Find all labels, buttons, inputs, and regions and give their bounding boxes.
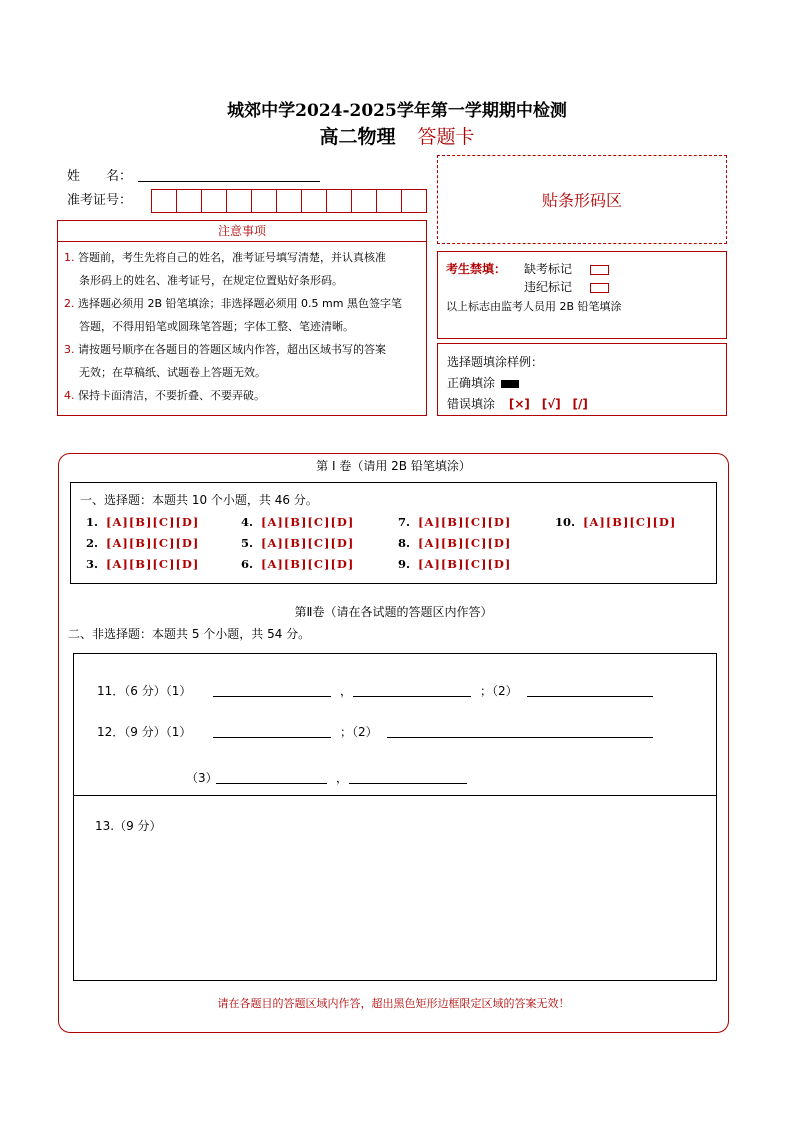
absent-mark: 缺考标记 — [524, 260, 609, 277]
q12-blank-4[interactable] — [349, 782, 467, 784]
id-digit-box[interactable] — [201, 189, 227, 213]
part2-title: 第Ⅱ卷（请在各试题的答题区内作答） — [294, 605, 493, 619]
q12-blank-2[interactable] — [387, 736, 653, 738]
q11-sep: ， — [340, 684, 353, 698]
part2-heading: 二、非选择题：本题共 5 个小题，共 54 分。 — [68, 627, 311, 641]
q12-sep: ， — [336, 771, 349, 785]
note-item: 1. 答题前，考生先将自己的姓名，准考证号填写清楚，并认真核准 — [64, 251, 386, 264]
notes-body — [57, 242, 427, 416]
subject-title — [0, 122, 794, 149]
q13-label: 13.（9 分） — [95, 819, 162, 833]
fill-sample-box — [437, 343, 727, 416]
q11-blank-3[interactable] — [527, 695, 653, 697]
prohibited-label: 考生禁填： — [446, 262, 507, 276]
violation-mark: 违纪标记 — [524, 278, 609, 295]
id-digit-box[interactable] — [326, 189, 352, 213]
note-item-cont: 答题，不得用铅笔或圆珠笔答题；字体工整、笔迹清晰。 — [79, 320, 354, 333]
question-10[interactable]: 10. [A][B][C][D] — [555, 515, 677, 529]
question-7[interactable]: 7. [A][B][C][D] — [398, 515, 512, 529]
barcode-area — [437, 155, 727, 244]
footer-warning: 请在各题目的答题区域内作答，超出黑色矩形边框限定区域的答案无效！ — [217, 997, 570, 1010]
q11-blank-2[interactable] — [353, 695, 471, 697]
part1-title: 第 I 卷（请用 2B 铅笔填涂） — [316, 459, 471, 473]
question-1[interactable]: 1. [A][B][C][D] — [86, 515, 200, 529]
wrong-fill: 错误填涂 [×] [√] [/] — [447, 397, 588, 411]
id-digit-box[interactable] — [351, 189, 377, 213]
notes-heading: 注意事项 — [57, 220, 427, 242]
q11-part2-label: ；（2） — [480, 684, 518, 698]
q12-blank-3[interactable] — [216, 782, 327, 784]
id-digit-box[interactable] — [401, 189, 427, 213]
question-5[interactable]: 5. [A][B][C][D] — [241, 536, 355, 550]
violation-checkbox[interactable] — [590, 283, 609, 293]
question-3[interactable]: 3. [A][B][C][D] — [86, 557, 200, 571]
exam-id-boxes[interactable] — [152, 189, 427, 211]
exam-title: 城郊中学2024-2025学年第一学期期中检测 — [227, 101, 567, 121]
id-digit-box[interactable] — [226, 189, 252, 213]
note-item: 3. 请按题号顺序在各题目的答题区域内作答，超出区域书写的答案 — [64, 343, 386, 356]
question-4[interactable]: 4. [A][B][C][D] — [241, 515, 355, 529]
note-item-cont: 无效；在草稿纸、试题卷上答题无效。 — [79, 366, 266, 379]
q12-label: 12．（9 分）（1） — [97, 725, 192, 739]
id-digit-box[interactable] — [276, 189, 302, 213]
question-6[interactable]: 6. [A][B][C][D] — [241, 557, 355, 571]
answer-card-label: 答题卡 — [417, 126, 475, 148]
id-digit-box[interactable] — [301, 189, 327, 213]
q12-part3-label: （3） — [186, 771, 218, 785]
part1-heading: 一、选择题：本题共 10 个小题，共 46 分。 — [80, 493, 318, 507]
q12-part2-label: ；（2） — [340, 725, 378, 739]
absent-checkbox[interactable] — [590, 265, 609, 275]
question-2[interactable]: 2. [A][B][C][D] — [86, 536, 200, 550]
id-digit-box[interactable] — [176, 189, 202, 213]
q12-blank-1[interactable] — [213, 736, 331, 738]
note-item: 2. 选择题必须用 2B 铅笔填涂；非选择题必须用 0.5 mm 黑色签字笔 — [64, 297, 402, 310]
note-item-cont: 条形码上的姓名、准考证号，在规定位置贴好条形码。 — [79, 274, 343, 287]
filled-mark-icon — [501, 380, 519, 388]
id-digit-box[interactable] — [151, 189, 177, 213]
name-field[interactable] — [138, 180, 320, 182]
id-digit-box[interactable] — [376, 189, 402, 213]
q11-blank-1[interactable] — [213, 695, 331, 697]
prohibited-box — [437, 251, 727, 339]
name-label: 姓 名： — [67, 169, 133, 184]
barcode-label: 贴条形码区 — [541, 191, 622, 210]
q11-label: 11．（6 分）（1） — [97, 684, 192, 698]
note-item: 4. 保持卡面清洁，不要折叠、不要弄破。 — [64, 389, 265, 402]
subject-name: 高二物理 — [319, 126, 396, 148]
sample-title: 选择题填涂样例： — [447, 355, 544, 369]
correct-fill: 正确填涂 — [447, 374, 519, 391]
question-9[interactable]: 9. [A][B][C][D] — [398, 557, 512, 571]
q13-answer-area[interactable] — [75, 840, 715, 978]
id-label: 准考证号： — [67, 193, 133, 208]
divider — [73, 795, 717, 796]
prohibited-note: 以上标志由监考人员用 2B 铅笔填涂 — [446, 300, 622, 313]
question-8[interactable]: 8. [A][B][C][D] — [398, 536, 512, 550]
id-digit-box[interactable] — [251, 189, 277, 213]
